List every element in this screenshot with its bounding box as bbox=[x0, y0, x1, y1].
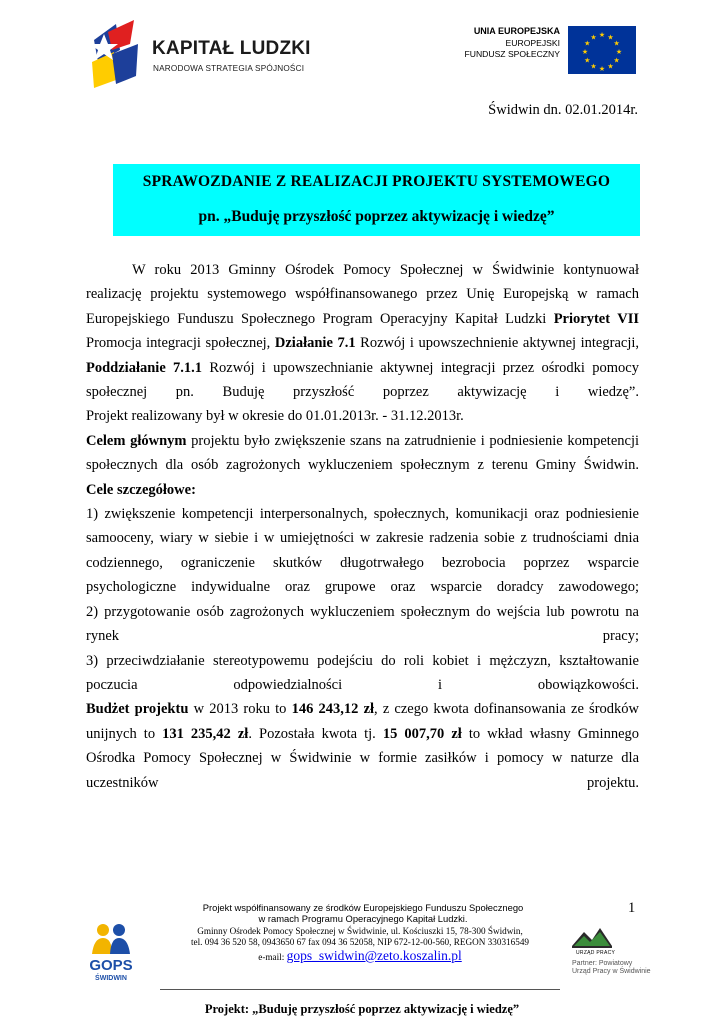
intro-text-4: Rozwój i upowszechnianie aktywnej integracji przez ośrodki pomocy społecznej pn. Buduję przyszłość poprzez aktywizację i wiedzę”. bbox=[86, 359, 639, 401]
project-name: Projekt: „Buduję przyszłość poprzez aktywizację i wiedzę” bbox=[204, 1002, 520, 1016]
cofinancing-line-2: w ramach Programu Operacyjnego Kapitał Ludzki. bbox=[258, 913, 468, 924]
specific-goal-2: 2) przygotowanie osób zagrożonych wykluczeniem społecznym do wejścia lub powrotu na rynek pracy; bbox=[86, 603, 639, 645]
priorytet-label: Priorytet VII bbox=[553, 310, 639, 327]
eu-line-2: EUROPEJSKI bbox=[505, 37, 560, 48]
partner-text bbox=[572, 960, 651, 976]
budget-own-amount: 15 007,70 zł bbox=[382, 725, 462, 742]
specific-goals-label: Cele szczegółowe: bbox=[86, 481, 196, 498]
intro-text-3: Rozwój i upowszechnienie aktywnej integracji, bbox=[355, 335, 640, 352]
main-goal-paragraph bbox=[86, 429, 639, 478]
footer-divider bbox=[160, 989, 560, 990]
document-date: Świdwin dn. 02.01.2014r. bbox=[488, 102, 638, 118]
kapital-ludzki-subtitle: NARODOWA STRATEGIA SPÓJNOŚCI bbox=[153, 64, 305, 73]
svg-text:★: ★ bbox=[607, 62, 614, 71]
eu-line-3: FUNDUSZ SPOŁECZNY bbox=[464, 49, 560, 59]
svg-text:★: ★ bbox=[613, 56, 620, 65]
budget-paragraph bbox=[86, 697, 639, 795]
eu-line-1: UNIA EUROPEJSKA bbox=[473, 26, 560, 36]
email-label: e-mail: bbox=[258, 952, 287, 962]
specific-goal-3: 3) przeciwdziałanie stereotypowemu podejściu do roli kobiet i mężczyzn, kształtowanie poczucia odpowiedzialności i obowiązkowości. bbox=[86, 652, 639, 693]
svg-text:★: ★ bbox=[584, 56, 591, 65]
address-line: Gminny Ośrodek Pomocy Społecznej w Świdwinie, ul. Kościuszki 15, 78-300 Świdwin, bbox=[197, 926, 523, 936]
kapital-ludzki-emblem-icon bbox=[86, 14, 144, 92]
urzad-pracy-logo-text: URZĄD PRACY bbox=[576, 950, 616, 956]
svg-text:★: ★ bbox=[590, 33, 597, 42]
budget-eu-amount: 131 235,42 zł bbox=[162, 725, 249, 742]
intro-text-1: W roku 2013 Gminny Ośrodek Pomocy Społecznej w Świdwinie kontynuował realizację projektu systemowego współfinansowanego przez Unię Europejską w ramach Europejskiego Funduszu Społecznego Program Operacyjny Kapitał Ludzki bbox=[86, 262, 639, 327]
svg-text:★: ★ bbox=[613, 39, 620, 48]
svg-text:★: ★ bbox=[615, 48, 623, 56]
gops-logo-subtext: ŚWIDWIN bbox=[95, 975, 127, 982]
svg-text:★: ★ bbox=[607, 33, 614, 42]
contact-details bbox=[160, 926, 560, 948]
report-title-line-2: pn. „Buduję przyszłość poprzez aktywizację i wiedzę” bbox=[198, 208, 555, 225]
eu-flag-icon bbox=[568, 26, 636, 74]
svg-text:★: ★ bbox=[598, 31, 606, 39]
specific-goal-1: 1) zwiększenie kompetencji interpersonalnych, społecznych, komunikacji oraz podniesienie samooceny, wiary w siebie i w umiejętności w zakresie radzenia sobie z trudnościami dnia codziennego, ograniczenie skutków długotrwałego bezrobocia poprzez wsparcie psychologiczne indywidualne oraz grupowe oraz wsparcie doradcy zawodowego; bbox=[86, 506, 639, 596]
budget-text-3: . Pozostała kwota tj. bbox=[248, 725, 383, 742]
budget-text-1: w 2013 roku to bbox=[188, 701, 292, 718]
email-line bbox=[160, 948, 560, 964]
svg-text:★: ★ bbox=[581, 48, 589, 56]
specific-goals-heading bbox=[86, 478, 639, 502]
cofinancing-line-1: Projekt współfinansowany ze środków Europejskiego Funduszu Społecznego bbox=[202, 902, 524, 913]
budget-label: Budżet projektu bbox=[86, 701, 189, 718]
main-goal-text: projektu było zwiększenie szans na zatrudnienie i podniesienie kompetencji społecznych dla osób zagrożonych wykluczeniem społecznym z terenu Gminy Świdwin. bbox=[86, 432, 640, 474]
svg-text:★: ★ bbox=[598, 65, 606, 73]
kapital-ludzki-logo bbox=[86, 14, 316, 92]
budget-text-2: , z czego kwota dofinansowania ze środków unijnych to bbox=[86, 701, 639, 742]
dzialanie-label: Działanie 7.1 bbox=[274, 335, 356, 352]
eu-logo-text bbox=[465, 26, 561, 61]
page-footer bbox=[0, 898, 724, 1024]
budget-total: 146 243,12 zł bbox=[291, 701, 375, 718]
cofinancing-note bbox=[168, 902, 558, 924]
budget-text-4: to wkład własny Gminnego Ośrodka Pomocy Społecznej w Świdwinie w formie zasiłków i pomocy w naturze dla uczestników projektu. bbox=[86, 725, 640, 791]
svg-text:★: ★ bbox=[584, 39, 591, 48]
urzad-pracy-logo bbox=[562, 924, 652, 986]
partner-line-1: Partner: Powiatowy bbox=[572, 960, 633, 967]
email-link[interactable]: gops_swidwin@zeto.koszalin.pl bbox=[286, 948, 462, 963]
svg-text:★: ★ bbox=[590, 62, 597, 71]
period-paragraph: Projekt realizowany był w okresie do 01.01.2013r. - 31.12.2013r. bbox=[86, 408, 464, 425]
contact-line: tel. 094 36 520 58, 0943650 67 fax 094 36 52058, NIP 672-12-00-560, REGON 330316549 bbox=[190, 937, 530, 947]
gops-logo-text: GOPS bbox=[89, 957, 133, 974]
report-title-line-1: SPRAWOZDANIE Z REALIZACJI PROJEKTU SYSTEMOWEGO bbox=[142, 173, 611, 190]
main-goal-label: Celem głównym bbox=[86, 432, 187, 449]
intro-paragraph bbox=[86, 258, 639, 404]
poddzialanie-label: Poddziałanie 7.1.1 bbox=[86, 359, 203, 376]
report-title-box bbox=[113, 164, 640, 236]
partner-line-2: Urząd Pracy w Świdwinie bbox=[572, 968, 651, 975]
kapital-ludzki-title: KAPITAŁ LUDZKI bbox=[152, 38, 311, 59]
eu-logo bbox=[446, 26, 636, 76]
report-body bbox=[86, 258, 639, 795]
intro-text-2: Promocja integracji społecznej, bbox=[86, 335, 275, 352]
page-number: 1 bbox=[628, 900, 636, 916]
gops-logo-icon bbox=[86, 920, 136, 982]
